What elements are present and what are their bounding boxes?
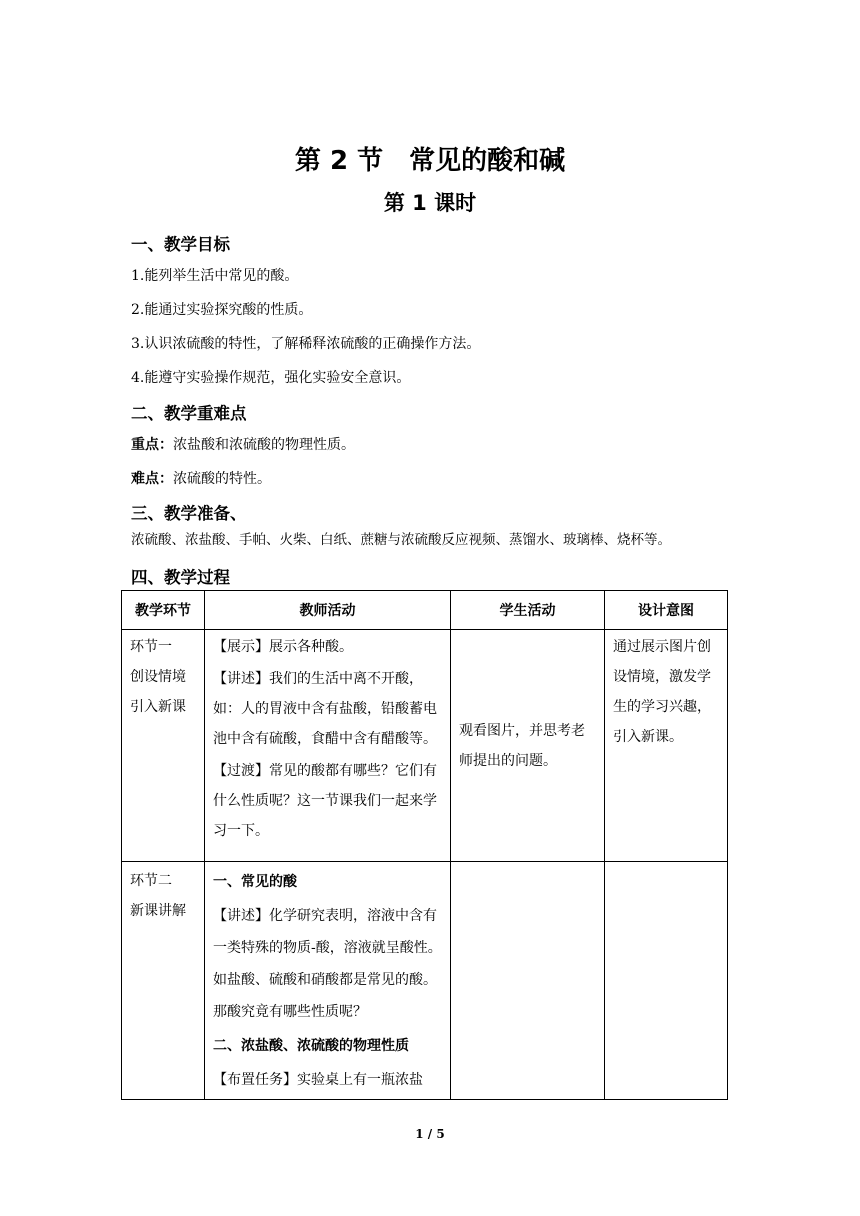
teacher-paragraph: 【过渡】常见的酸都有哪些？它们有什么性质呢？这一节课我们一起来学习一下。 <box>213 763 437 839</box>
document-title: 第 2 节 常见的酸和碱 <box>294 146 566 176</box>
teacher-subheading: 二、浓盐酸、浓硫酸的物理性质 <box>213 1038 409 1054</box>
goal-item: 1.能列举生活中常见的酸。 <box>131 268 299 284</box>
goal-item: 3.认识浓硫酸的特性，了解稀释浓硫酸的正确操作方法。 <box>131 336 481 352</box>
section-heading-goals: 一、教学目标 <box>131 235 230 254</box>
intent-cell <box>605 862 728 1100</box>
stage-line: 环节二 <box>130 873 172 889</box>
stage-cell <box>122 862 205 1100</box>
header-teacher: 教师活动 <box>205 591 451 630</box>
teacher-cell <box>205 862 451 1100</box>
student-text <box>451 862 604 869</box>
difficult-point-text: 浓硫酸的特性。 <box>173 471 271 487</box>
stage-line: 创设情境 <box>130 669 186 685</box>
teacher-paragraph: 【布置任务】实验桌上有一瓶浓盐 <box>213 1072 423 1088</box>
header-intent: 设计意图 <box>605 591 728 630</box>
header-student: 学生活动 <box>451 591 605 630</box>
key-point <box>131 434 355 454</box>
teacher-paragraph: 【讲述】我们的生活中离不开酸，如：人的胃液中含有盐酸，铅酸蓄电池中含有硫酸，食醋中含有醋酸等。 <box>213 671 437 747</box>
teacher-paragraph: 【讲述】化学研究表明，溶液中含有一类特殊的物质-酸，溶液就呈酸性。如盐酸、硫酸和硝酸都是常见的酸。那酸究竟有哪些性质呢？ <box>213 908 442 1020</box>
section-heading-focus: 二、教学重难点 <box>131 404 247 423</box>
difficult-point-label: 难点： <box>131 471 173 487</box>
header-stage: 教学环节 <box>122 591 205 630</box>
section-heading-prep: 三、教学准备、 <box>131 504 247 523</box>
difficult-point <box>131 468 271 488</box>
stage-line: 引入新课 <box>130 699 186 715</box>
intent-text <box>605 862 727 869</box>
stage-cell <box>122 630 205 862</box>
prep-text: 浓硫酸、浓盐酸、手帕、火柴、白纸、蔗糖与浓硫酸反应视频、蒸馏水、玻璃棒、烧杯等。 <box>131 532 671 548</box>
student-text: 观看图片，并思考老师提出的问题。 <box>459 722 585 769</box>
teacher-subheading: 一、常见的酸 <box>213 874 297 890</box>
document-subtitle: 第 1 课时 <box>383 191 477 215</box>
goal-item: 2.能通过实验探究酸的性质。 <box>131 302 313 318</box>
teacher-cell <box>205 630 451 862</box>
student-cell <box>451 862 605 1100</box>
goal-item: 4.能遵守实验操作规范，强化实验安全意识。 <box>131 370 411 386</box>
intent-cell <box>605 630 728 862</box>
section-heading-process: 四、教学过程 <box>131 568 230 587</box>
page-number: 1 / 5 <box>415 1127 445 1141</box>
table-header-row <box>122 591 728 630</box>
key-point-text: 浓盐酸和浓硫酸的物理性质。 <box>173 437 355 453</box>
intent-text: 通过展示图片创设情境，激发学生的学习兴趣，引入新课。 <box>613 639 711 745</box>
process-table <box>121 590 728 1100</box>
stage-line: 新课讲解 <box>130 903 186 919</box>
student-cell <box>451 630 605 862</box>
teacher-paragraph: 【展示】展示各种酸。 <box>213 639 353 655</box>
key-point-label: 重点： <box>131 437 173 453</box>
table-row <box>122 630 728 862</box>
table-row <box>122 862 728 1100</box>
stage-line: 环节一 <box>130 639 172 655</box>
